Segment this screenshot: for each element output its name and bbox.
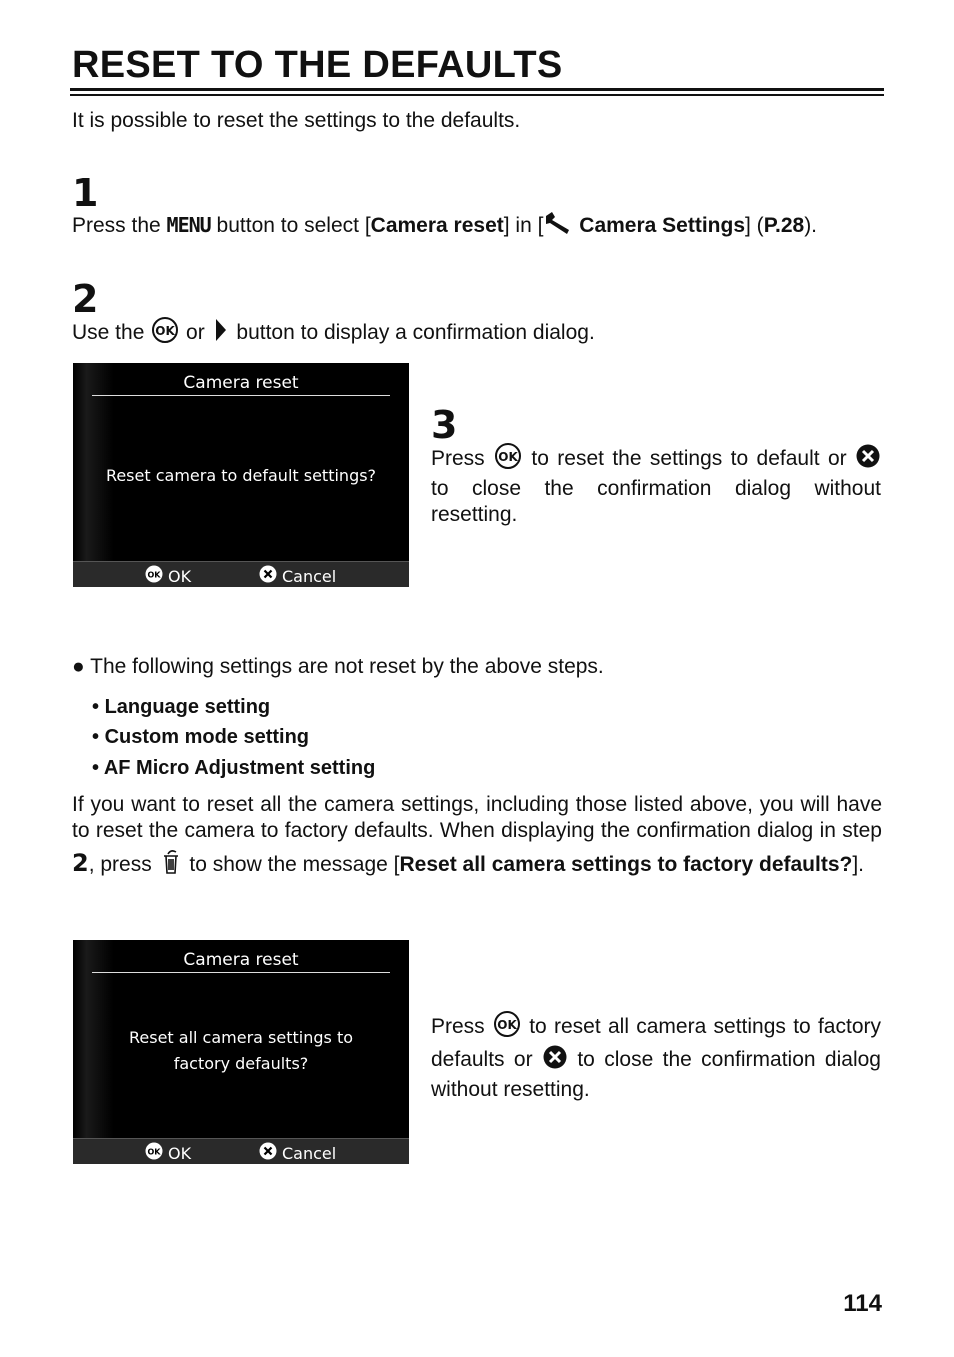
factory-reset-text: If you want to reset all the camera settings, including those listed above, you will have to reset the camera to factory defaults. When displaying the confirmation dialog in step 2, press to show the message [Reset all camera settings to factory defaults?]. <box>72 792 882 883</box>
screen-ok-button: OK OK <box>145 1142 191 1164</box>
screen-cancel-button: Cancel <box>259 565 336 587</box>
step-1-number: 1 <box>72 171 99 215</box>
cancel-icon <box>542 1044 568 1077</box>
svg-text:OK: OK <box>155 324 175 338</box>
intro-text: It is possible to reset the settings to the defaults. <box>72 109 521 132</box>
screen-divider <box>92 972 390 973</box>
screen-cancel-button: Cancel <box>259 1142 336 1164</box>
factory-reset-screen <box>73 940 409 1164</box>
screen-message-line-1: Reset all camera settings to <box>128 1028 353 1047</box>
screen-message-line-2: factory defaults? <box>173 1054 309 1073</box>
list-item: • Custom mode setting <box>92 726 310 748</box>
step-ref: 2 <box>72 849 89 877</box>
cancel-icon <box>259 1142 277 1164</box>
ok-icon <box>145 1142 163 1164</box>
trash-icon <box>158 848 184 883</box>
wrench-icon <box>543 212 573 241</box>
step-2-number: 2 <box>72 277 99 321</box>
step-3-number: 3 <box>431 403 458 447</box>
step-3-text: Press OK to reset the settings to default or to close the confirmation dialog without resetting. <box>431 443 881 528</box>
svg-text:OK: OK <box>497 1018 517 1032</box>
page-number: 114 <box>843 1290 882 1317</box>
cancel-icon <box>259 565 277 587</box>
ok-icon <box>150 317 180 350</box>
page-title: RESET TO THE DEFAULTS <box>72 44 563 86</box>
final-text: Press OK to reset all camera settings to factory defaults or to close the confirmation dialog without resetting. <box>431 1011 881 1103</box>
screen-message: Reset camera to default settings? <box>105 466 377 485</box>
screen-divider <box>92 395 390 396</box>
svg-text:OK: OK <box>147 1147 161 1157</box>
list-item: • AF Micro Adjustment setting <box>92 757 376 779</box>
screen-button-bar <box>73 561 409 587</box>
screen-button-bar <box>73 1138 409 1164</box>
right-arrow-icon <box>211 317 231 350</box>
ok-icon <box>492 1011 522 1044</box>
camera-reset-screen <box>73 363 409 587</box>
title-rule-thick <box>70 88 884 91</box>
ok-icon <box>493 443 523 476</box>
menu-icon: MENU <box>166 213 211 238</box>
cancel-icon <box>855 443 881 476</box>
screen-title: Camera reset <box>183 373 299 393</box>
screen-ok-button: OK OK <box>145 565 191 587</box>
notes-bullet: ● The following settings are not reset by the above steps. <box>72 655 604 678</box>
svg-text:OK: OK <box>498 450 518 464</box>
title-rule-thin <box>70 94 884 96</box>
screen-title: Camera reset <box>183 950 299 970</box>
step-1-text: Press the MENU button to select [Camera reset] in [ Camera Settings] (P.28). <box>72 212 882 241</box>
ok-icon <box>145 565 163 587</box>
step-2-text: Use the OK or button to display a confirmation dialog. <box>72 317 882 350</box>
list-item: • Language setting <box>92 696 271 718</box>
svg-text:OK: OK <box>147 570 161 580</box>
bullet-dot: ● <box>72 655 91 678</box>
